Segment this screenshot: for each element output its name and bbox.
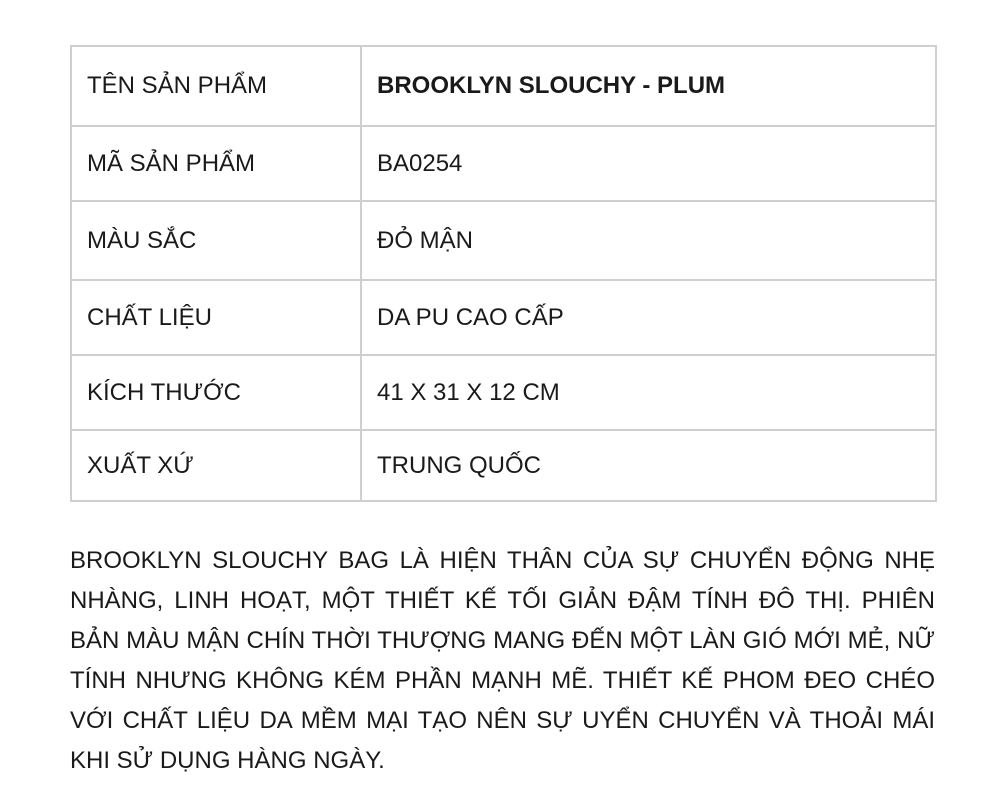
dimensions-value: 41 X 31 X 12 CM [361,355,936,430]
material-value: DA PU CAO CẤP [361,280,936,355]
product-spec-table [70,45,937,502]
table-row-product-name [71,46,936,126]
table-row-product-code [71,126,936,201]
color-value: ĐỎ MẬN [361,201,936,280]
origin-value: TRUNG QUỐC [361,430,936,501]
spec-label: CHẤT LIỆU [71,280,361,355]
table-row-color [71,201,936,280]
product-name-value: BROOKLYN SLOUCHY - PLUM [361,46,936,126]
table-row-origin [71,430,936,501]
spec-label: MÃ SẢN PHẨM [71,126,361,201]
spec-label: TÊN SẢN PHẨM [71,46,361,126]
spec-label: XUẤT XỨ [71,430,361,501]
spec-label: MÀU SẮC [71,201,361,280]
product-code-value: BA0254 [361,126,936,201]
spec-label: KÍCH THƯỚC [71,355,361,430]
table-row-dimensions [71,355,936,430]
table-row-material [71,280,936,355]
product-description: BROOKLYN SLOUCHY BAG LÀ HIỆN THÂN CỦA SỰ CHUYỂN ĐỘNG NHẸ NHÀNG, LINH HOẠT, MỘT THIẾT KẾ TỐI GIẢN ĐẬM TÍNH ĐÔ THỊ. PHIÊN BẢN MÀU MẬN CHÍN THỜI THƯỢNG MANG ĐẾN MỘT LÀN GIÓ MỚI MẺ, NỮ TÍNH NHƯNG KHÔNG KÉM PHẦN MẠNH MẼ. THIẾT KẾ PHOM ĐEO CHÉO VỚI CHẤT LIỆU DA MỀM MẠI TẠO NÊN SỰ UYỂN CHUYỂN VÀ THOẢI MÁI KHI SỬ DỤNG HÀNG NGÀY. [70,547,935,774]
